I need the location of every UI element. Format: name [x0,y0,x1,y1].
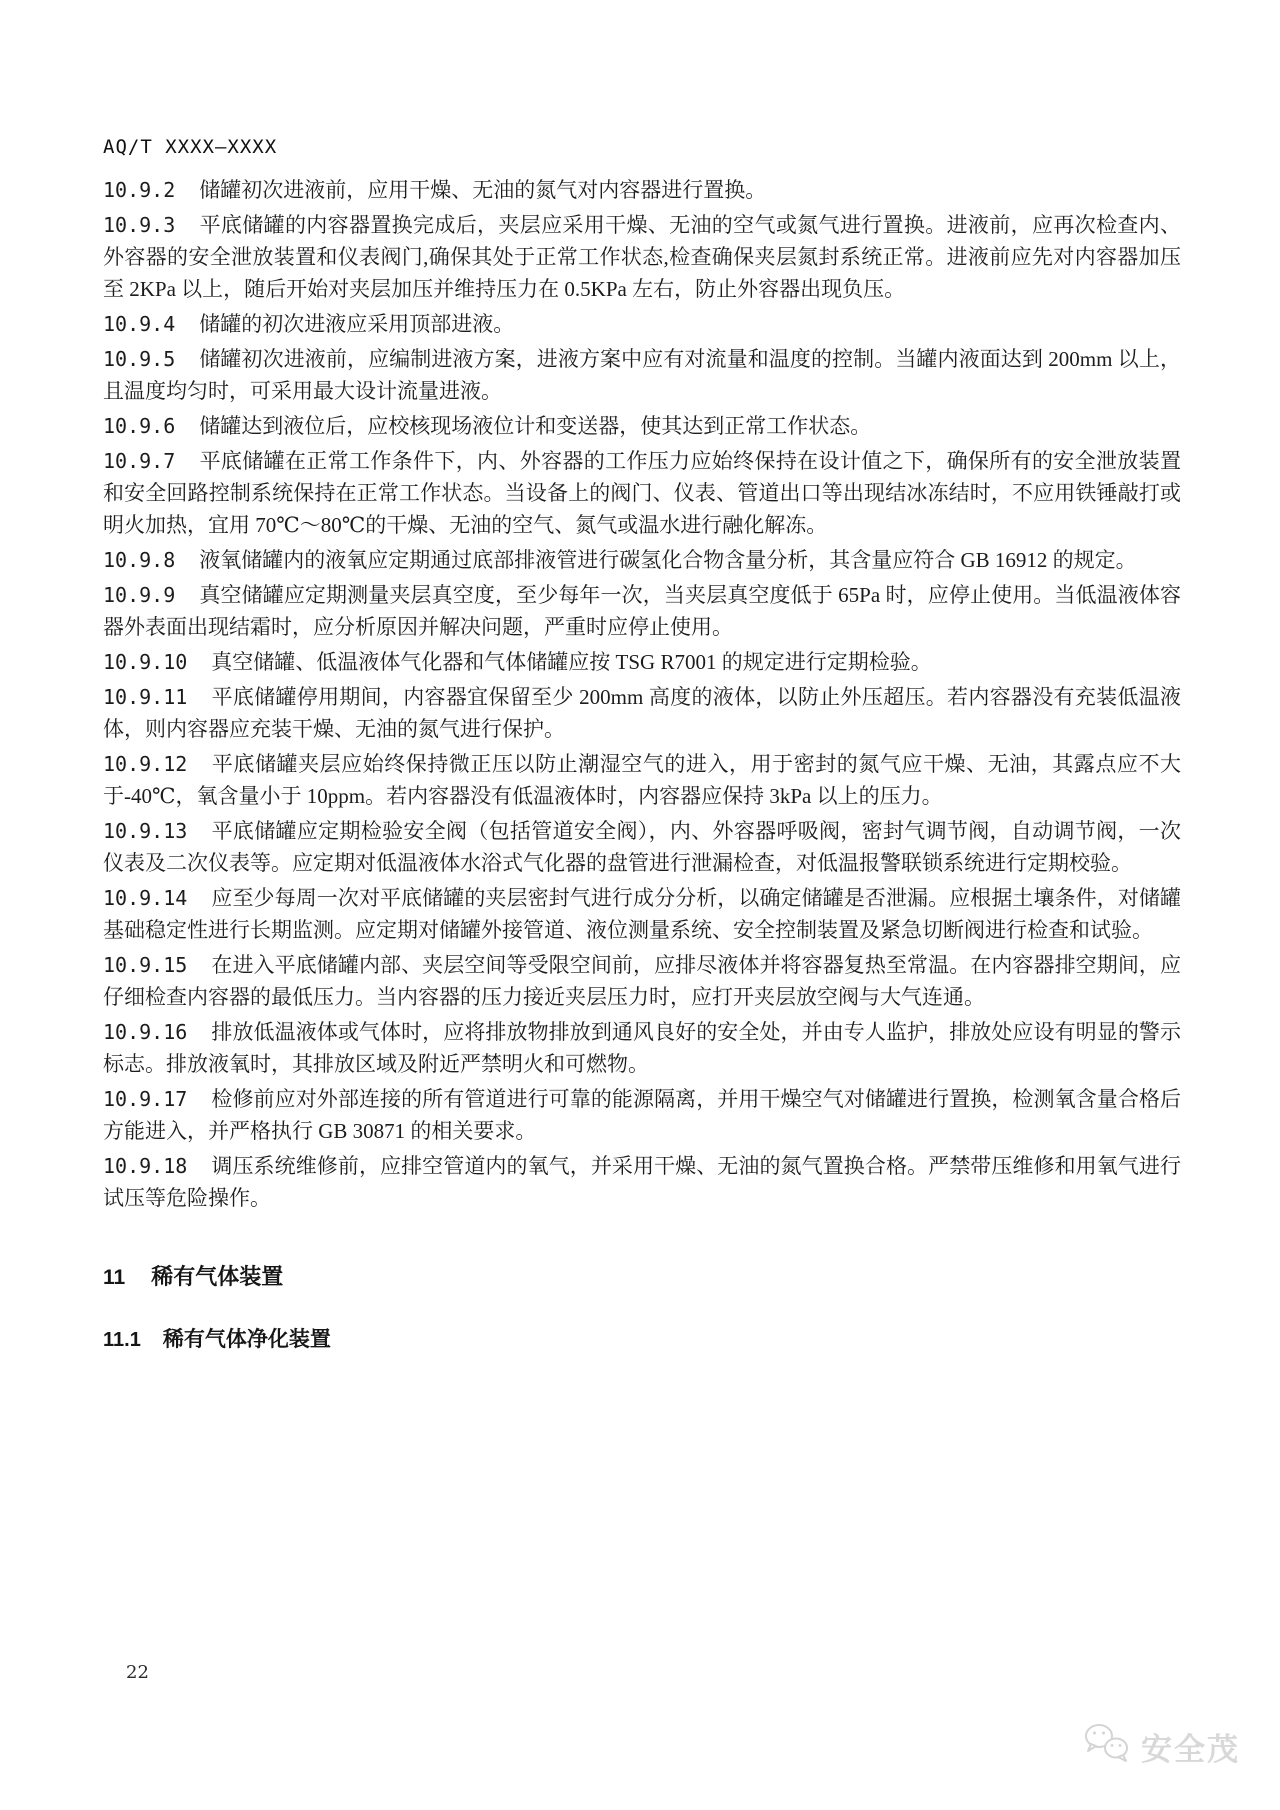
clause [103,308,1181,340]
clause-text: 排放低温液体或气体时，应将排放物排放到通风良好的安全处，并由专人监护，排放处应设有明显的警示标志。排放液氧时，其排放区域及附近严禁明火和可燃物。 [103,1020,1181,1076]
clause-number: 10.9.12 [103,752,188,776]
clause-text: 储罐的初次进液应采用顶部进液。 [199,312,515,336]
clause [103,343,1181,407]
clause-number: 10.9.8 [103,548,176,572]
clause-text: 平底储罐停用期间，内容器宜保留至少 200mm 高度的液体，以防止外压超压。若内容器没有充装低温液体，则内容器应充装干燥、无油的氮气进行保护。 [103,685,1181,741]
clause [103,1150,1181,1214]
clause-text: 在进入平底储罐内部、夹层空间等受限空间前，应排尽液体并将容器复热至常温。在内容器排空期间，应仔细检查内容器的最低压力。当内容器的压力接近夹层压力时，应打开夹层放空阀与大气连通。 [103,953,1181,1009]
clause-number: 10.9.5 [103,347,176,371]
clause-text: 储罐初次进液前，应编制进液方案，进液方案中应有对流量和温度的控制。当罐内液面达到 200mm 以上，且温度均匀时，可采用最大设计流量进液。 [103,347,1181,403]
watermark [1083,1722,1240,1771]
clause [103,1016,1181,1080]
subsection-heading [103,1323,1181,1353]
clause [103,544,1181,576]
clause-text: 平底储罐夹层应始终保持微正压以防止潮湿空气的进入，用于密封的氮气应干燥、无油，其露点应不大于-40℃，氧含量小于 10ppm。若内容器没有低温液体时，内容器应保持 3kPa 以上的压力。 [103,752,1181,808]
wechat-icon [1083,1722,1133,1771]
clause-text: 平底储罐应定期检验安全阀（包括管道安全阀），内、外容器呼吸阀，密封气调节阀，自动调节阀，一次仪表及二次仪表等。应定期对低温液体水浴式气化器的盘管进行泄漏检查，对低温报警联锁系统进行定期校验。 [103,819,1181,875]
clause-number: 10.9.17 [103,1087,188,1111]
section-title: 稀有气体装置 [151,1264,284,1289]
subsection-number: 11.1 [103,1329,141,1351]
doc-code: AQ/T XXXX—XXXX [103,136,278,158]
subsection-title: 稀有气体净化装置 [162,1328,331,1351]
clause-text: 检修前应对外部连接的所有管道进行可靠的能源隔离，并用干燥空气对储罐进行置换，检测氧含量合格后方能进入，并严格执行 GB 30871 的相关要求。 [103,1087,1181,1143]
clause [103,174,1181,206]
clause-number: 10.9.14 [103,886,188,910]
clause [103,815,1181,879]
clause-number: 10.9.3 [103,213,176,237]
clause-number: 10.9.16 [103,1020,188,1044]
clause [103,1083,1181,1147]
clause-number: 10.9.4 [103,312,176,336]
clause-text: 真空储罐应定期测量夹层真空度，至少每年一次，当夹层真空度低于 65Pa 时，应停止使用。当低温液体容器外表面出现结霜时，应分析原因并解决问题，严重时应停止使用。 [103,583,1181,639]
clause [103,410,1181,442]
watermark-text: 安全茂 [1141,1732,1240,1767]
clause-text: 调压系统维修前，应排空管道内的氧气，并采用干燥、无油的氮气置换合格。严禁带压维修和用氧气进行试压等危险操作。 [103,1154,1181,1210]
document-body [103,174,1181,1353]
clause-number: 10.9.7 [103,449,176,473]
clause-number: 10.9.11 [103,685,188,709]
clause-number: 10.9.2 [103,178,176,202]
clause-text: 平底储罐在正常工作条件下，内、外容器的工作压力应始终保持在设计值之下，确保所有的安全泄放装置和安全回路控制系统保持在正常工作状态。当设备上的阀门、仪表、管道出口等出现结冰冻结时，不应用铁锤敲打或明火加热，宜用 70℃～80℃的干燥、无油的空气、氮气或温水进行融化解冻。 [103,449,1181,537]
clause [103,748,1181,812]
clause [103,681,1181,745]
clause-number: 10.9.10 [103,650,188,674]
clause-number: 10.9.9 [103,583,176,607]
clause [103,882,1181,946]
clause-number: 10.9.13 [103,819,188,843]
clause-text: 平底储罐的内容器置换完成后，夹层应采用干燥、无油的空气或氮气进行置换。进液前，应再次检查内、外容器的安全泄放装置和仪表阀门,确保其处于正常工作状态,检查确保夹层氮封系统正常。进液前应先对内容器加压至 2KPa 以上，随后开始对夹层加压并维持压力在 0.5KPa 左右，防止外容器出现负压。 [103,213,1181,301]
clause-text: 液氧储罐内的液氧应定期通过底部排液管进行碳氢化合物含量分析，其含量应符合 GB 16912 的规定。 [199,548,1137,572]
clause-text: 储罐达到液位后，应校核现场液位计和变送器，使其达到正常工作状态。 [199,414,872,438]
clause-number: 10.9.18 [103,1154,188,1178]
clause-text: 真空储罐、低温液体气化器和气体储罐应按 TSG R7001 的规定进行定期检验。 [211,650,932,674]
clause [103,209,1181,305]
clause-number: 10.9.6 [103,414,176,438]
section-heading [103,1260,1181,1291]
clause [103,949,1181,1013]
clause [103,445,1181,541]
page-number: 22 [126,1662,149,1683]
section-number: 11 [103,1266,126,1289]
clause [103,579,1181,643]
clause-number: 10.9.15 [103,953,188,977]
clause-text: 储罐初次进液前，应用干燥、无油的氮气对内容器进行置换。 [199,178,767,202]
clause [103,646,1181,678]
clause-text: 应至少每周一次对平底储罐的夹层密封气进行成分分析，以确定储罐是否泄漏。应根据土壤条件，对储罐基础稳定性进行长期监测。应定期对储罐外接管道、液位测量系统、安全控制装置及紧急切断阀进行检查和试验。 [103,886,1181,942]
